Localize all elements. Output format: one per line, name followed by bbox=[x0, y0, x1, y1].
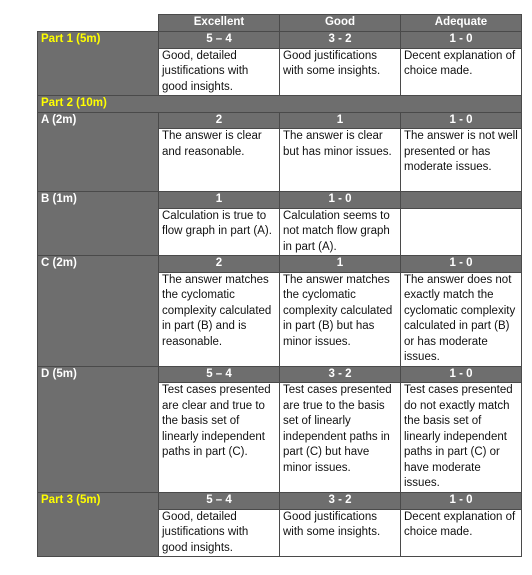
part3-score-row bbox=[38, 493, 522, 510]
d-desc-excellent: Test cases presented are clear and true to the basis set of linearly independent paths in part (C). bbox=[159, 383, 280, 493]
part3-score-adequate: 1 - 0 bbox=[401, 493, 522, 510]
b-score-row bbox=[38, 192, 522, 209]
part3-desc-excellent: Good, detailed justifications with good insights. bbox=[159, 509, 280, 557]
header-excellent: Excellent bbox=[159, 15, 280, 32]
header-good: Good bbox=[280, 15, 401, 32]
c-score-excellent: 2 bbox=[159, 256, 280, 273]
part3-score-good: 3 - 2 bbox=[280, 493, 401, 510]
part2-label: Part 2 (10m) bbox=[38, 96, 522, 113]
header-adequate: Adequate bbox=[401, 15, 522, 32]
a-score-adequate: 1 - 0 bbox=[401, 112, 522, 129]
d-desc-adequate: Test cases presented do not exactly match the basis set of linearly independent paths in part (C) or have moderate issues. bbox=[401, 383, 522, 493]
c-score-row bbox=[38, 256, 522, 273]
c-desc-good: The answer matches the cyclomatic complexity calculated in part (B) but has minor issues. bbox=[280, 272, 401, 366]
header-row bbox=[38, 15, 522, 32]
c-score-good: 1 bbox=[280, 256, 401, 273]
b-score-excellent: 1 bbox=[159, 192, 280, 209]
c-score-adequate: 1 - 0 bbox=[401, 256, 522, 273]
c-desc-adequate: The answer does not exactly match the cyclomatic complexity calculated in part (B) or has moderate issues. bbox=[401, 272, 522, 366]
d-score-good: 3 - 2 bbox=[280, 366, 401, 383]
c-label: C (2m) bbox=[38, 256, 159, 367]
part3-score-excellent: 5 – 4 bbox=[159, 493, 280, 510]
d-score-row bbox=[38, 366, 522, 383]
a-score-excellent: 2 bbox=[159, 112, 280, 129]
b-desc-excellent: Calculation is true to flow graph in part (A). bbox=[159, 208, 280, 256]
part3-desc-adequate: Decent explanation of choice made. bbox=[401, 509, 522, 557]
a-score-good: 1 bbox=[280, 112, 401, 129]
part3-label: Part 3 (5m) bbox=[38, 493, 159, 557]
a-label: A (2m) bbox=[38, 112, 159, 192]
d-score-adequate: 1 - 0 bbox=[401, 366, 522, 383]
d-label: D (5m) bbox=[38, 366, 159, 493]
d-score-excellent: 5 – 4 bbox=[159, 366, 280, 383]
part1-desc-good: Good justifications with some insights. bbox=[280, 48, 401, 96]
b-desc-good: Calculation seems to not match flow graph in part (A). bbox=[280, 208, 401, 256]
b-score-good: 1 - 0 bbox=[280, 192, 401, 209]
a-desc-adequate: The answer is not well presented or has moderate issues. bbox=[401, 129, 522, 192]
a-desc-good: The answer is clear but has minor issues. bbox=[280, 129, 401, 192]
a-desc-excellent: The answer is clear and reasonable. bbox=[159, 129, 280, 192]
part1-score-row bbox=[38, 32, 522, 49]
part3-desc-good: Good justifications with some insights. bbox=[280, 509, 401, 557]
part1-desc-excellent: Good, detailed justifications with good insights. bbox=[159, 48, 280, 96]
b-label: B (1m) bbox=[38, 192, 159, 256]
part1-score-excellent: 5 – 4 bbox=[159, 32, 280, 49]
c-desc-excellent: The answer matches the cyclomatic complexity calculated in part (B) and is reasonable. bbox=[159, 272, 280, 366]
part1-score-adequate: 1 - 0 bbox=[401, 32, 522, 49]
b-desc-adequate-empty bbox=[401, 208, 522, 256]
d-desc-good: Test cases presented are true to the basis set of linearly independent paths in part (C) but have minor issues. bbox=[280, 383, 401, 493]
part1-score-good: 3 - 2 bbox=[280, 32, 401, 49]
b-score-adequate-empty bbox=[401, 192, 522, 209]
part2-section-row bbox=[38, 96, 522, 113]
corner-cell bbox=[38, 15, 159, 32]
part1-desc-adequate: Decent explanation of choice made. bbox=[401, 48, 522, 96]
part1-label: Part 1 (5m) bbox=[38, 32, 159, 96]
a-score-row bbox=[38, 112, 522, 129]
rubric-table bbox=[37, 14, 522, 557]
